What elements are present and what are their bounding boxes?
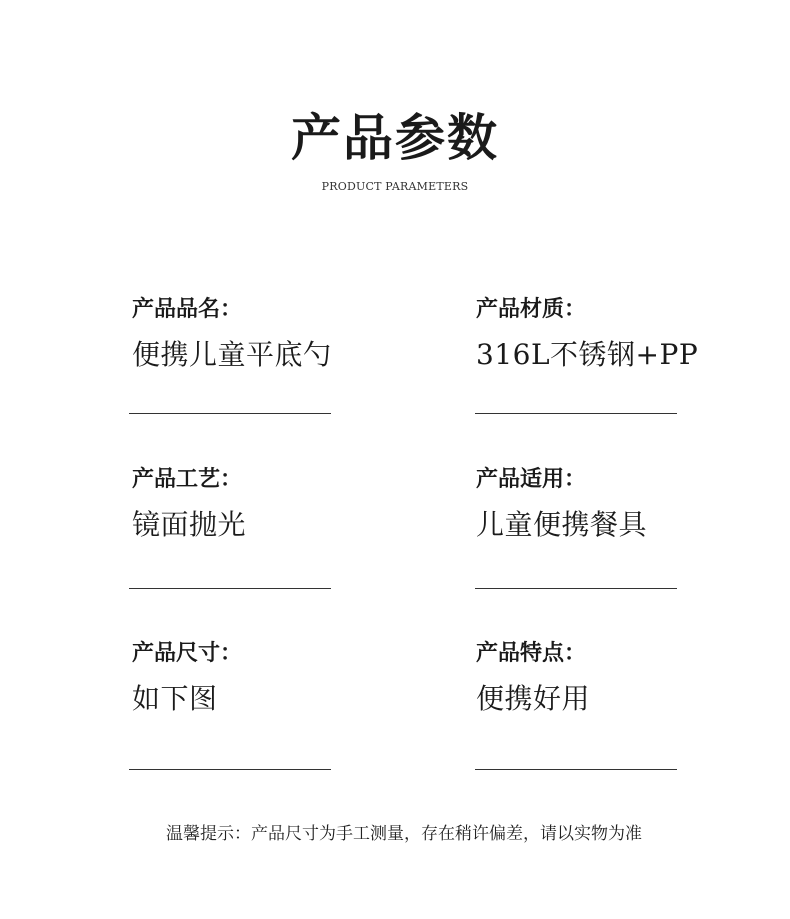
divider — [129, 588, 331, 589]
param-size — [129, 639, 339, 771]
divider — [129, 769, 331, 770]
page-title: 产品参数 — [291, 108, 499, 167]
param-features — [473, 639, 683, 771]
divider — [129, 413, 331, 414]
param-label: 产品材质： — [476, 296, 587, 322]
param-label: 产品尺寸： — [132, 640, 243, 666]
divider — [475, 413, 677, 414]
param-value: 如下图 — [132, 682, 218, 715]
param-value: 镜面抛光 — [132, 508, 247, 541]
param-value: 便携好用 — [476, 682, 591, 715]
divider — [475, 588, 677, 589]
param-value: 316L不锈钢+PP — [476, 338, 699, 371]
divider — [475, 769, 677, 770]
param-value: 儿童便携餐具 — [476, 508, 648, 541]
param-value: 便携儿童平底勺 — [132, 338, 332, 371]
param-label: 产品工艺： — [132, 466, 243, 492]
footer-note: 温馨提示：产品尺寸为手工测量，存在稍许偏差，请以实物为准 — [166, 824, 642, 844]
param-craft — [129, 465, 339, 590]
param-applicable — [473, 465, 683, 590]
param-label: 产品品名： — [132, 296, 243, 322]
param-product-name — [129, 295, 339, 415]
param-label: 产品特点： — [476, 640, 587, 666]
param-material — [473, 295, 699, 415]
param-label: 产品适用： — [476, 466, 587, 492]
page-subtitle: PRODUCT PARAMETERS — [321, 180, 469, 193]
